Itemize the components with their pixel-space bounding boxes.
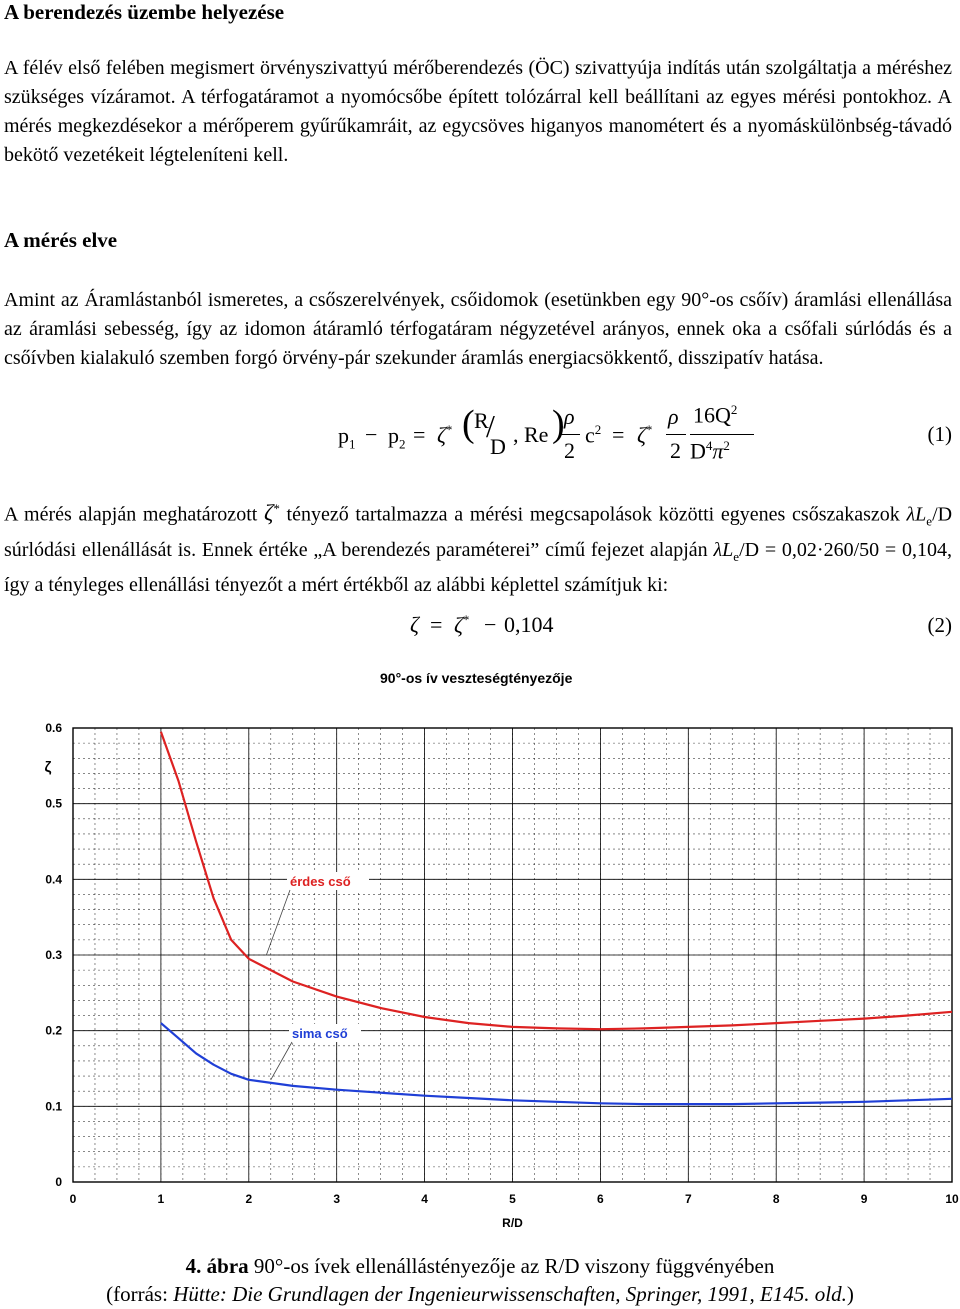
x-tick-label: 5 bbox=[509, 1192, 516, 1206]
y-tick-label: 0.5 bbox=[45, 796, 62, 811]
x-tick-label: 0 bbox=[69, 1192, 77, 1206]
x-tick-label: 1 bbox=[157, 1192, 165, 1206]
section-heading-principle: A mérés elve bbox=[4, 228, 118, 252]
equation-1: $p_1$ − $p_2$ = ζ* ( R / D , Re ) ρ 2 $c^2$ = ζ* ρ 2 $16Q^2$ $D^4\pi^2$ (1) bbox=[338, 402, 952, 464]
chart-title: 90°-os ív veszteségtényezője bbox=[380, 670, 573, 686]
equation-2: ζ = ζ* − 0,104 (2) bbox=[410, 612, 952, 638]
series-label-smooth-pipe: sima cső bbox=[292, 1026, 348, 1041]
y-tick-label: 0.6 bbox=[45, 721, 62, 735]
x-tick-label: 6 bbox=[597, 1192, 604, 1206]
y-tick-label: 0.2 bbox=[45, 1023, 62, 1038]
section-heading-commissioning: A berendezés üzembe helyezése bbox=[4, 0, 285, 24]
x-tick-label: 3 bbox=[333, 1192, 341, 1206]
y-tick-label: 0.3 bbox=[45, 948, 62, 962]
x-tick-label: 9 bbox=[860, 1192, 868, 1206]
x-axis-label: R/D bbox=[502, 1216, 523, 1230]
y-tick-label: 0 bbox=[55, 1175, 62, 1189]
series-label-leader bbox=[266, 890, 290, 955]
y-tick-label: 0.4 bbox=[45, 872, 62, 887]
paragraph-measurement: A mérés alapján meghatározott ζ* tényező tartalmazza a mérési megcsapolások közötti egyenes csőszakaszok $\lambda L_e/D$ súrlódási ellenállását is. Ennek értéke „A berendezés paraméterei” című fejezet alapján $\lambda L_e/D = 0,02\cdot 260/50 = 0,104$, így a tényleges ellenállási tényezőt a mért értékből az alábbi képlettel számítjuk ki: bbox=[4, 500, 953, 596]
figure-caption: 4. ábra 90°-os ívek ellenállástényezője az R/D viszony függvényében bbox=[185, 1254, 775, 1278]
x-tick-label: 8 bbox=[772, 1192, 780, 1206]
loss-coefficient-chart bbox=[0, 690, 960, 1250]
y-tick-label: 0.1 bbox=[45, 1099, 62, 1114]
figure-source: (forrás: Hütte: Die Grundlagen der Ingenieurwissenschaften, Springer, 1991, E145. old.) bbox=[106, 1282, 854, 1306]
x-tick-label: 7 bbox=[684, 1192, 692, 1206]
x-tick-label: 4 bbox=[421, 1192, 428, 1206]
x-tick-label: 2 bbox=[245, 1192, 253, 1206]
y-axis-label: ζ bbox=[44, 758, 52, 776]
paragraph-commissioning: A félév első felében megismert örvényszivattyú mérőberendezés (ÖC) szivattyúja indítás után szolgáltatja a méréshez szükséges vízáramot. A térfogatáramot a nyomócsőbe épített tolózárral kell beállítani az egyes mérési pontokhoz. A mérés megkezdésekor a mérőperem gyűrűkamráit, az egycsöves higanyos manométert és a nyomáskülönbség-távadó bekötő vezetékeit légteleníteni kell. bbox=[4, 57, 952, 166]
series-label-rough-pipe: érdes cső bbox=[290, 874, 351, 889]
paragraph-principle: Amint az Áramlástanból ismeretes, a csőszerelvények, csőidomok (esetünkben egy 90°-os csőív) áramlási ellenállása az áramlási sebesség, így az idomon átáramló térfogatáram négyzetével arányos, ennek oka a csőfali súrlódás és a csőívben kialakuló szemben forgó örvény-pár szekunder áramlás energiacsökkentő, disszipatív hatása. bbox=[4, 289, 952, 369]
x-tick-label: 10 bbox=[945, 1192, 959, 1206]
